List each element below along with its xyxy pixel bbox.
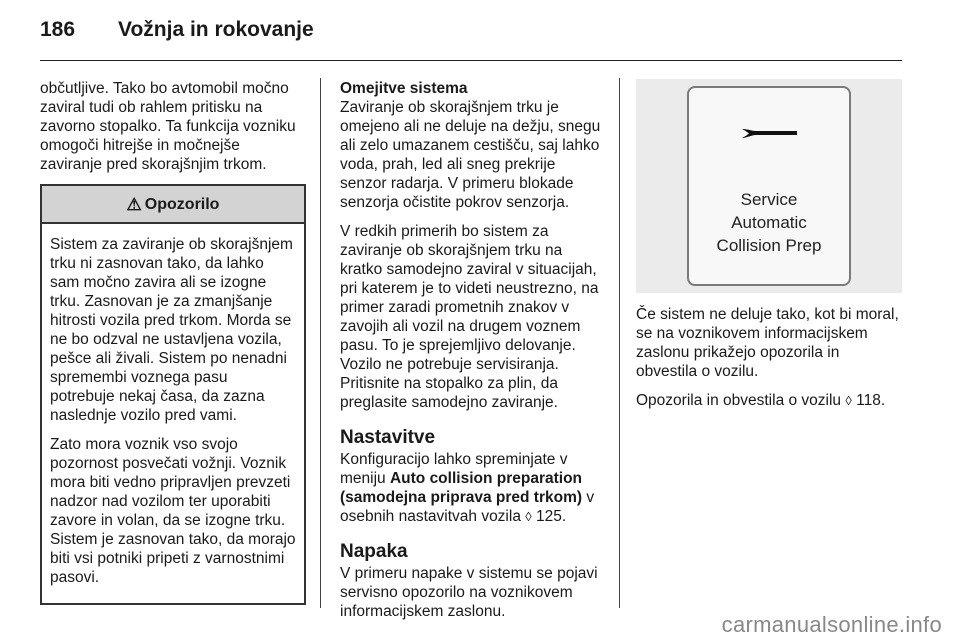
warning-body [42, 224, 304, 603]
warning-paragraph: Sistem za zaviranje ob skorajšnjem trku ni zasnovan tako, da lahko sam močno zavira ali se izogne trku. Zasnovan je za zmanjšanje hitrosti vozila pred trkom. Morda se ne bo odzval ne ustavljena vozila, pešce ali živali. Sistem po nenadni spremembi voznega pasu potrebuje nekaj časa, da zazna naslednje vozilo pred vami. [50, 236, 293, 424]
limits-paragraph: V redkih primerih bo sistem za zaviranje ob skorajšnjem trku na kratko samodejno zaviral v situacijah, pri katerem je to videti neustrezno, na primer zaradi prometnih znakov v zavojih ali vozil na drugem voznem pasu. To je sprejemljivo delovanje. Vozilo ne potrebuje servisiranja. Pritisnite na stopalko za plin, da preglasite samodejno zaviranje. [340, 223, 599, 411]
page-reference[interactable]: 125. [531, 508, 567, 525]
intro-paragraph: občutljive. Tako bo avtomobil močno zaviral tudi ob rahlem pritisku na zavorno stopalko. Ta funkcija vozniku omogoči hitrejše in močnejše zaviranje pred skorajšnjim trkom. [40, 80, 296, 173]
warning-title: Opozorilo [144, 195, 220, 213]
warning-triangle-icon: ⚠ [126, 194, 142, 214]
settings-text: v osebnih nastavitvah vozila [340, 489, 595, 525]
fault-paragraph: V primeru napake v sistemu se pojavi servisno opozorilo na voznikovem informacijskem zaslonu. [340, 565, 598, 620]
limits-heading: Omejitve sistema [340, 80, 468, 97]
column-divider [320, 78, 321, 608]
column-1 [40, 79, 306, 605]
header-divider [40, 60, 902, 61]
display-line: Service [740, 190, 798, 209]
display-paragraph: Če sistem ne deluje tako, kot bi moral, se na voznikovem informacijskem zaslonu prikažejo opozorila in obvestila o vozilu. [636, 306, 899, 380]
display-line: Collision Prep [716, 236, 822, 255]
reference-text: Opozorila in obvestila o vozilu [636, 392, 846, 409]
display-message [717, 188, 822, 257]
warning-box [40, 184, 306, 605]
page-reference[interactable]: 118. [851, 392, 886, 409]
settings-paragraph [340, 450, 606, 526]
page-ref-arrow-icon: ◊ [525, 509, 532, 524]
limits-paragraph: Zaviranje ob skorajšnjem trku je omejeno ali ne deluje na dežju, snegu ali zelo umazanem cestišču, saj lahko voda, prah, led ali sneg prekrije senzor radarja. V primeru blokade senzorja očistite pokrov senzorja. [340, 99, 601, 211]
page-number: 186 [40, 18, 76, 41]
page-title: Vožnja in rokovanje [118, 18, 314, 41]
display-panel [687, 86, 851, 286]
settings-heading: Nastavitve [340, 427, 436, 448]
column-divider [619, 78, 620, 608]
page-ref-arrow-icon: ◊ [845, 393, 852, 408]
reference-paragraph [636, 391, 904, 410]
menu-name: Auto collision preparation (samodejna priprava pred trkom) [340, 470, 583, 506]
watermark: carmanualsonline.info [721, 612, 942, 637]
column-3 [636, 79, 904, 420]
instrument-display-image [636, 79, 902, 293]
fault-heading: Napaka [340, 541, 408, 562]
warning-paragraph: Zato mora voznik vso svojo pozornost posvečati vožnji. Voznik mora biti vedno pripravljen prevzeti nadzor nad vozilom ter uporabiti zavore in volan, da se izogne trku. Sistem je zasnovan tako, da morajo biti vsi potniki pripeti z varnostnimi pasovi. [50, 436, 296, 586]
column-2 [340, 79, 606, 631]
warning-header [42, 186, 304, 224]
wrench-icon [739, 120, 799, 142]
settings-text: Konfiguracijo lahko spreminjate v meniju [340, 451, 568, 487]
display-line: Automatic [731, 213, 807, 232]
